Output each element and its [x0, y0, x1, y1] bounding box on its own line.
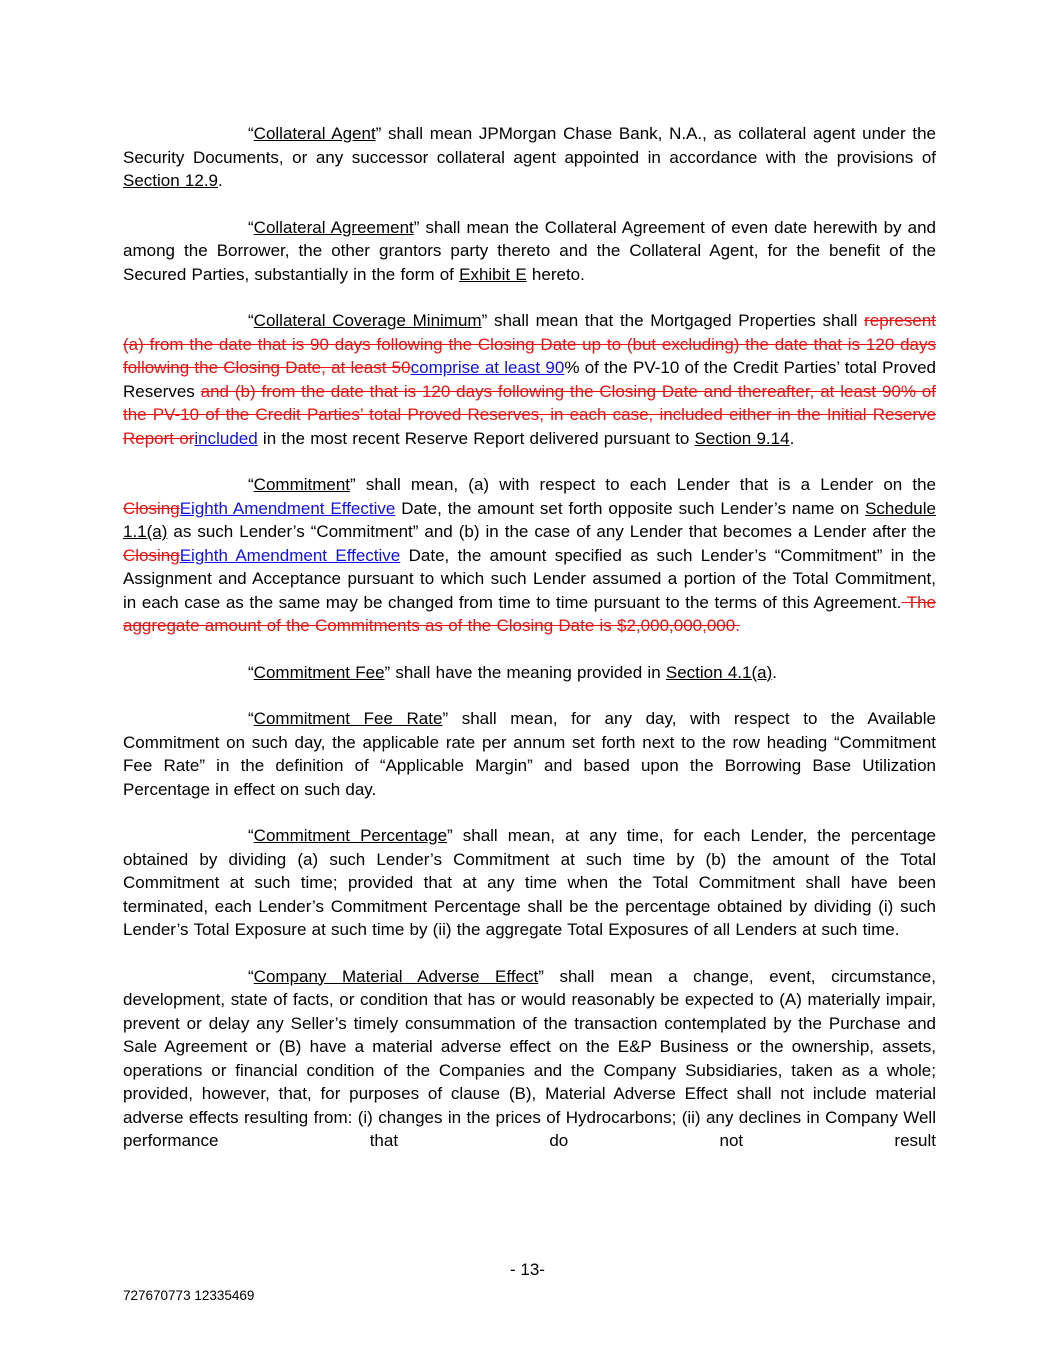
underlined-term: Section 4.1(a) [665, 662, 773, 682]
underlined-term: Commitment Fee Rate [253, 709, 443, 728]
paragraph [123, 661, 936, 685]
inserted-text: Eighth Amendment Effective [179, 498, 396, 518]
text-run: Date, the amount specified as such Lender’s “Commitment” in the Assignment and Acceptance pursuant to which such Lender assumed a portion of the Total Commitment, in each case as the same may be changed from time to time pursuant to the terms of this Agreement. [123, 545, 936, 612]
text-run: in the most recent Reserve Report delivered pursuant to [257, 428, 695, 448]
text-run: ” shall mean the Collateral Agreement of even date herewith by and among the Borrower, the other grantors party thereto and the Collateral Agent, for the benefit of the Secured Parties, substantially in the form of [123, 217, 936, 284]
underlined-term: Commitment Fee [253, 662, 385, 682]
text-run: ” shall mean JPMorgan Chase Bank, N.A., as collateral agent under the Security Documents, or any successor collateral agent appointed in accordance with the provisions of [123, 124, 936, 167]
document-id: 727670773 12335469 [123, 1288, 255, 1303]
text-run: ” shall mean, (a) with respect to each Lender that is a Lender on the [350, 475, 936, 494]
text-run: ” shall have the meaning provided in [384, 662, 666, 682]
paragraph [123, 473, 936, 638]
inserted-text: comprise at least 90 [410, 358, 565, 377]
text-run: Date, the amount set forth opposite such Lender’s name on [395, 498, 866, 518]
paragraph [123, 309, 936, 450]
text-run: hereto. [526, 264, 585, 284]
underlined-term: Collateral Agreement [253, 217, 414, 237]
text-run: “ [248, 709, 254, 728]
text-run: ” shall mean that the Mortgaged Properties shall [481, 311, 865, 330]
text-run: . [789, 428, 795, 448]
text-run: as such Lender’s “Commitment” and (b) in the case of any Lender that becomes a Lender after the [167, 522, 936, 541]
text-run: ” shall mean a change, event, circumstance, development, state of facts, or condition that has or would reasonably be expected to (A) materially impair, prevent or delay any Seller’s timely consummation of the transaction contemplated by the Purchase and Sale Agreement or (B) have a material adverse effect on the E&P Business or the ownership, assets, operations or financial condition of the Companies and the Company Subsidiaries, taken as a whole; provided, however, that, for purposes of clause (B), Material Adverse Effect shall not include material adverse effects resulting from: (i) changes in the prices of Hydrocarbons; (ii) any declines in Company Well performance that do not result [123, 966, 936, 1150]
paragraph [123, 824, 936, 942]
underlined-term: Collateral Coverage Minimum [253, 311, 482, 330]
text-run: “ [248, 311, 254, 330]
paragraph [123, 965, 936, 1153]
deleted-text: Closing [123, 545, 180, 565]
underlined-term: Exhibit E [459, 264, 527, 284]
paragraph [123, 122, 936, 193]
text-run: “ [248, 475, 254, 494]
underlined-term: Section 9.14 [694, 428, 790, 448]
deleted-text: Closing [123, 498, 180, 518]
underlined-term: Company Material Adverse Effect [253, 966, 539, 986]
text-run: “ [248, 217, 254, 237]
document-body [123, 122, 936, 1176]
inserted-text: Eighth Amendment Effective [179, 545, 401, 565]
underlined-term: Commitment [253, 475, 351, 494]
paragraph [123, 216, 936, 287]
text-run: ” shall mean, for any day, with respect to the Available Commitment on such day, the applicable rate per annum set forth next to the row heading “Commitment Fee Rate” in the definition of “Applicable Margin” and based upon the Borrowing Base Utilization Percentage in effect on such day. [123, 709, 936, 799]
text-run: “ [248, 124, 254, 143]
text-run: . [218, 171, 223, 190]
text-run: “ [248, 662, 254, 682]
text-run: . [772, 662, 777, 682]
underlined-term: Collateral Agent [253, 124, 376, 143]
paragraph [123, 707, 936, 801]
text-run: ” shall mean, at any time, for each Lender, the percentage obtained by dividing (a) such Lender’s Commitment at such time by (b) the amount of the Total Commitment at such time; provided that at any time when the Total Commitment shall have been terminated, each Lender’s Commitment Percentage shall be the percentage obtained by dividing (i) such Lender’s Total Exposure at such time by (ii) the aggregate Total Exposures of all Lenders at such time. [123, 826, 936, 939]
underlined-term: Section 12.9 [123, 171, 219, 190]
underlined-term: Schedule 1.1(a) [123, 498, 936, 541]
inserted-text: included [194, 428, 258, 448]
text-run: “ [248, 966, 254, 986]
deleted-text: and (b) from the date that is 120 days following the Closing Date and thereafter, at least 90% of the PV-10 of the Credit Parties’ total Proved Reserves, in each case, included either in the Initial Reserve Report or [123, 381, 936, 448]
deleted-text: represent (a) from the date that is 90 days following the Closing Date up to (but excluding) the date that is 120 days following the Closing Date, at least 50 [123, 311, 936, 377]
underlined-term: Commitment Percentage [253, 826, 448, 845]
deleted-text: The aggregate amount of the Commitments as of the Closing Date is $2,000,000,000. [123, 592, 936, 635]
text-run: % of the PV-10 of the Credit Parties’ total Proved Reserves [123, 358, 937, 401]
page-number: - 13- [510, 1260, 545, 1279]
text-run: “ [248, 826, 254, 845]
